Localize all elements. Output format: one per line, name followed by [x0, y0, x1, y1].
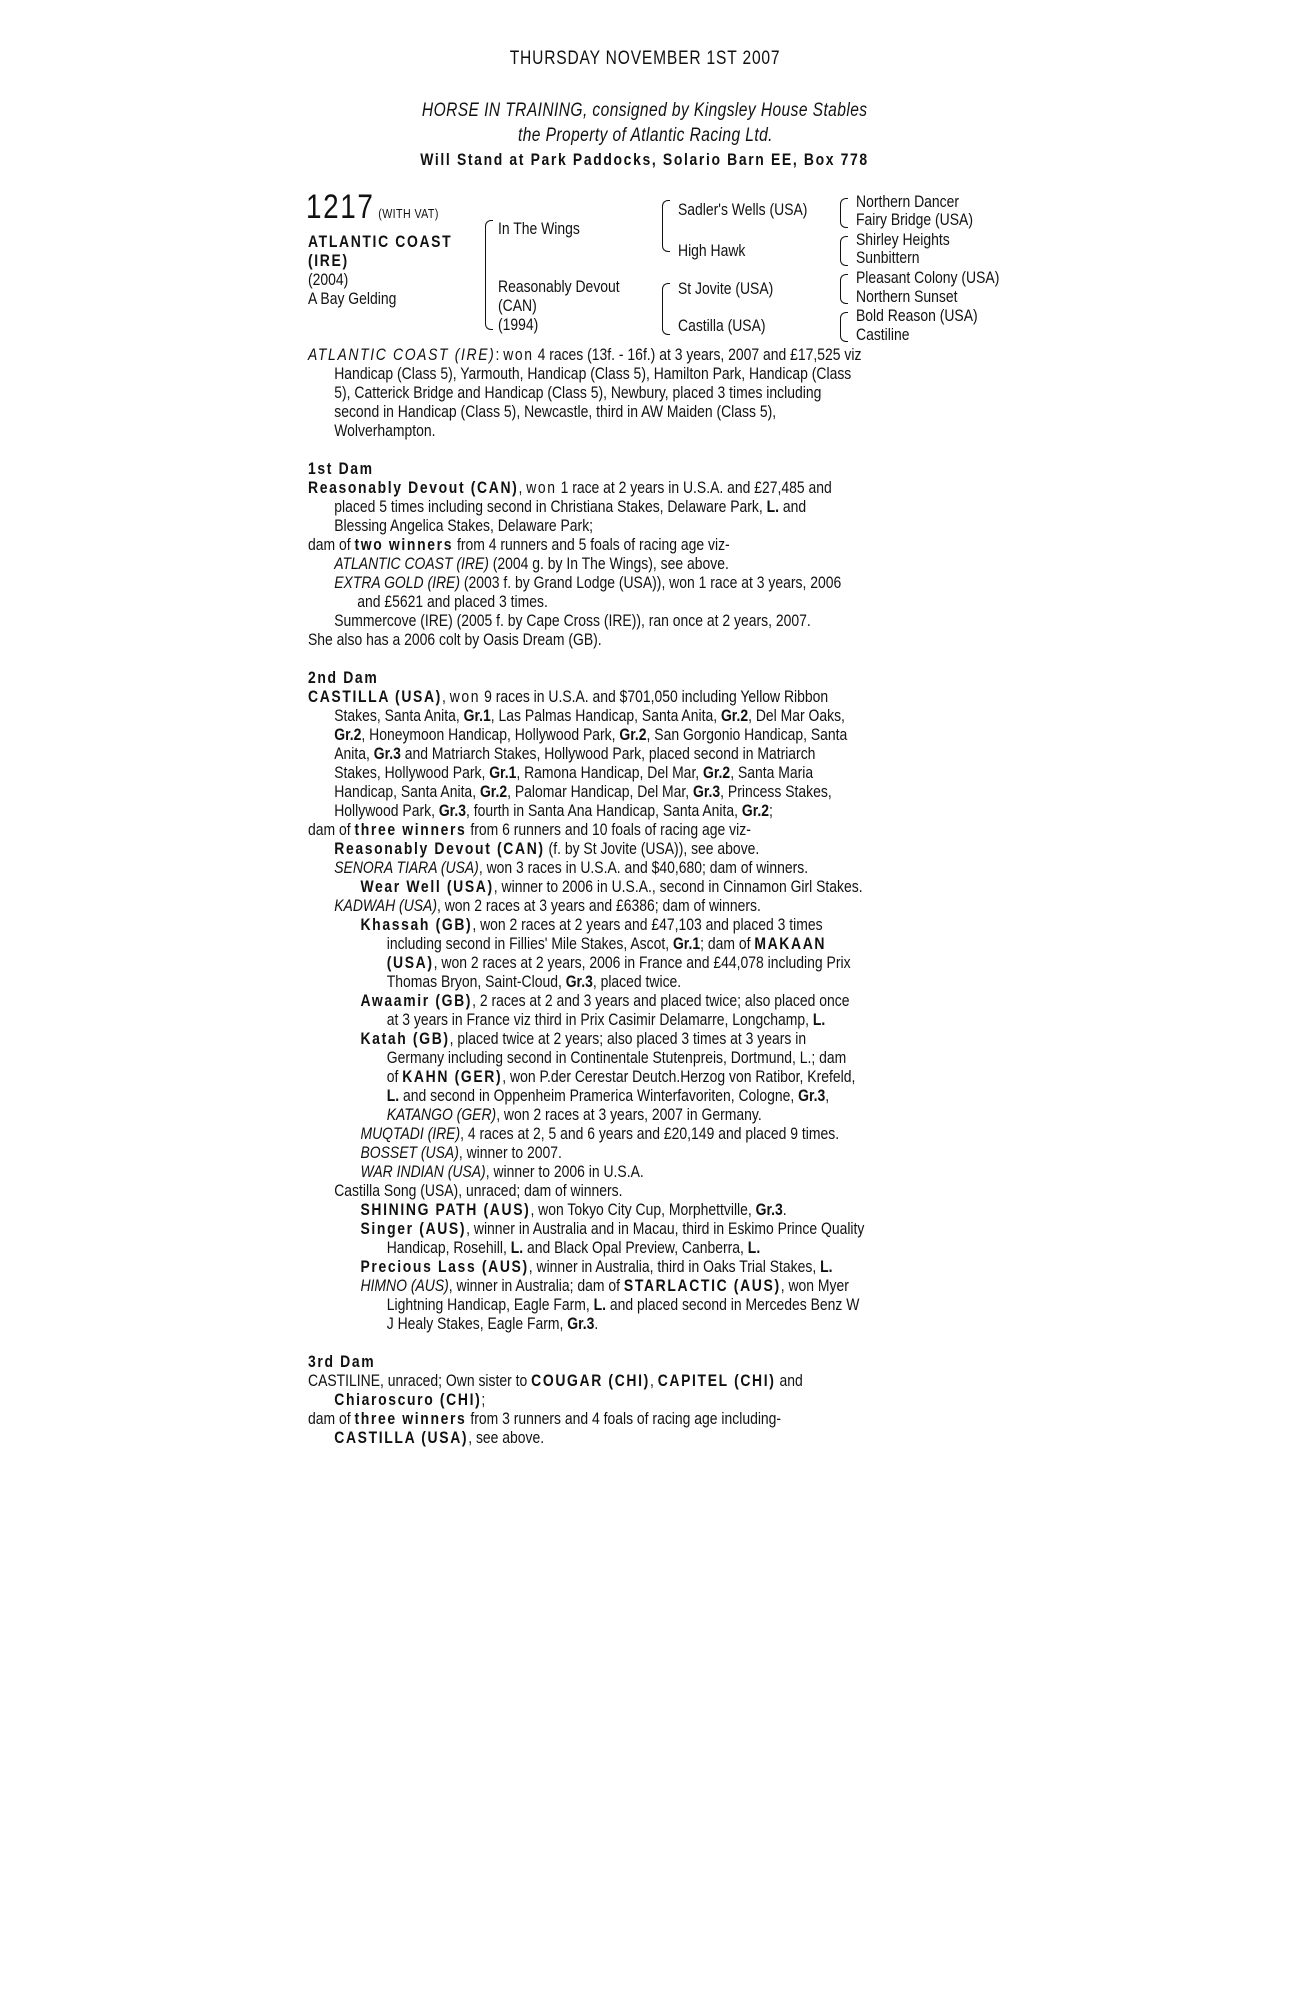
text-fragment: , [825, 1086, 830, 1105]
text-fragment: and [775, 1371, 803, 1390]
text-fragment: , Princess Stakes, [720, 782, 832, 801]
text-fragment: dam of [308, 820, 355, 839]
grade-label: Gr.2 [703, 763, 731, 782]
won-label: won [526, 478, 557, 497]
pedigree-ddd: Castiline [856, 325, 910, 344]
property-line [0, 125, 1290, 147]
progeny-name: HIMNO (AUS) [360, 1276, 449, 1295]
grade-label: L. [386, 1086, 400, 1105]
stand-location-text: Will Stand at Park Paddocks, Solario Barn EE, Box 778 [420, 150, 870, 169]
dam-line [308, 801, 931, 820]
dam-line [308, 972, 931, 991]
dam-line [308, 1371, 931, 1390]
text-fragment: (2003 f. by Grand Lodge (USA)), won 1 race at 3 years, 2006 [459, 573, 842, 592]
record-line: second in Handicap (Class 5), Newcastle, third in AW Maiden (Class 5), [334, 402, 777, 421]
text-fragment: , Ramona Handicap, Del Mar, [516, 763, 704, 782]
text-fragment: 1 race at 2 years in U.S.A. and £27,485 and [556, 478, 832, 497]
text-fragment: 9 races in U.S.A. and $701,050 including Yellow Ribbon [480, 687, 829, 706]
progeny-name: BOSSET (USA) [360, 1143, 459, 1162]
text-fragment: (2004 g. by In The Wings), see above. [488, 554, 729, 573]
text-fragment: , Las Palmas Handicap, Santa Anita, [490, 706, 721, 725]
dam-line [308, 1238, 931, 1257]
section-heading: 3rd Dam [308, 1352, 376, 1371]
text-fragment: , winner to 2006 in U.S.A. [485, 1162, 644, 1181]
won-label: won [503, 345, 534, 364]
text-fragment: (f. by St Jovite (USA)), see above. [544, 839, 760, 858]
grade-label: Gr.2 [741, 801, 770, 820]
dam-name: Reasonably Devout (CAN) [308, 478, 519, 497]
record-line: Handicap (Class 5), Yarmouth, Handicap (Class 5), Hamilton Park, Handicap (Class [334, 364, 852, 383]
text-fragment: from 3 runners and 4 foals of racing age including- [466, 1409, 782, 1428]
text-fragment: Stakes, Hollywood Park, [334, 763, 490, 782]
winners-count: three winners [354, 1409, 467, 1428]
grade-label: Gr.2 [334, 725, 362, 744]
pedigree-dam-sire: St Jovite (USA) [678, 279, 774, 298]
dam-name: CASTILLA (USA) [308, 687, 442, 706]
dam-line [308, 1067, 931, 1086]
progeny-name: CASTILLA (USA) [334, 1428, 469, 1447]
second-dam-section [308, 668, 931, 1333]
spacer [308, 1333, 931, 1352]
text-fragment: ; [481, 1390, 486, 1409]
pedigree-sire-dam: High Hawk [678, 241, 746, 260]
grade-label: Gr.2 [720, 706, 749, 725]
pedigree-brace-3b [840, 236, 848, 266]
progeny-name: Precious Lass (AUS) [360, 1257, 529, 1276]
grade-label: L. [747, 1238, 761, 1257]
text-fragment: . [782, 1200, 787, 1219]
text-fragment: , won Tokyo City Cup, Morphettville, [530, 1200, 756, 1219]
dam-line: Germany including second in Continentale Stutenpreis, Dortmund, L.; dam [386, 1048, 847, 1067]
text-fragment: , winner in Australia and in Macau, third in Eskimo Prince Quality [466, 1219, 865, 1238]
dam-line [308, 877, 931, 896]
text-fragment: , [518, 478, 527, 497]
dam-line [308, 782, 931, 801]
pedigree-dam-country: (CAN) [498, 296, 537, 315]
dam-line [308, 820, 931, 839]
dam-line [308, 1257, 931, 1276]
text-fragment: and second in Oppenheim Pramerica Winterfavoriten, Cologne, [399, 1086, 799, 1105]
dam-line [308, 915, 931, 934]
catalogue-text [308, 345, 931, 1447]
dam-line [308, 1276, 931, 1295]
record-line: 5), Catterick Bridge and Handicap (Class 5), Newbury, placed 3 times including [334, 383, 822, 402]
text-fragment: and Black Opal Preview, Canberra, [523, 1238, 748, 1257]
dam-line [308, 1390, 931, 1409]
text-fragment: and placed second in Mercedes Benz W [606, 1295, 860, 1314]
progeny-name: KATANGO (GER) [386, 1105, 497, 1124]
pedigree-sss: Northern Dancer [856, 192, 960, 211]
dam-line [308, 991, 931, 1010]
winners-count: three winners [354, 820, 467, 839]
pedigree-brace-1 [485, 220, 493, 330]
text-fragment: , winner in Australia; dam of [448, 1276, 624, 1295]
text-fragment: J Healy Stakes, Eagle Farm, [386, 1314, 568, 1333]
dam-line [308, 1219, 931, 1238]
text-fragment: placed 5 times including second in Christiana Stakes, Delaware Park, [334, 497, 767, 516]
text-fragment: , [649, 1371, 658, 1390]
first-dam-section [308, 459, 931, 649]
dam-line: Blessing Angelica Stakes, Delaware Park; [334, 516, 594, 535]
grade-label: Gr.3 [755, 1200, 783, 1219]
grade-label: Gr.1 [672, 934, 701, 953]
grade-label: Gr.3 [565, 972, 593, 991]
grade-label: L. [593, 1295, 607, 1314]
progeny-name: Wear Well (USA) [360, 877, 494, 896]
pedigree-sire-sire: Sadler's Wells (USA) [678, 200, 808, 219]
grade-label: Gr.3 [373, 744, 401, 763]
dam-line [308, 1086, 931, 1105]
text-fragment: , [441, 687, 450, 706]
grade-label: Gr.2 [619, 725, 647, 744]
progeny-name: Reasonably Devout (CAN) [334, 839, 545, 858]
text-fragment: , won 2 races at 3 years, 2007 in Germany. [496, 1105, 762, 1124]
progeny-name: Awaamir (GB) [360, 991, 473, 1010]
dam-line [308, 1143, 931, 1162]
sale-date [0, 48, 1290, 70]
sale-date-text: THURSDAY NOVEMBER 1ST 2007 [509, 48, 781, 69]
text-fragment: , Santa Maria [730, 763, 814, 782]
text-fragment: , fourth in Santa Ana Handicap, Santa Anita, [465, 801, 742, 820]
pedigree-dds: Bold Reason (USA) [856, 306, 978, 325]
pedigree-brace-2a [662, 200, 670, 252]
progeny-name: MUQTADI (IRE) [360, 1124, 461, 1143]
dam-line: Summercove (IRE) (2005 f. by Cape Cross (IRE)), ran once at 2 years, 2007. [334, 611, 811, 630]
won-label: won [449, 687, 481, 706]
text-fragment: , won 2 races at 2 years and £47,103 and placed 3 times [472, 915, 823, 934]
dam-line [308, 1295, 931, 1314]
horse-name: ATLANTIC COAST [308, 232, 453, 251]
grade-label: Gr.1 [489, 763, 517, 782]
progeny-name: MAKAAN [754, 934, 827, 953]
dam-line [308, 1162, 931, 1181]
text-fragment: from 6 runners and 10 foals of racing age viz- [466, 820, 751, 839]
pedigree-dsd: Northern Sunset [856, 287, 958, 306]
spacer [308, 440, 931, 459]
dam-line [308, 706, 931, 725]
dam-line [308, 535, 931, 554]
text-fragment: dam of [308, 1409, 355, 1428]
progeny-name: Khassah (GB) [360, 915, 473, 934]
text-fragment: , Palomar Handicap, Del Mar, [507, 782, 694, 801]
section-heading: 1st Dam [308, 459, 374, 478]
dam-line [308, 934, 931, 953]
text-fragment: , Del Mar Oaks, [748, 706, 845, 725]
text-fragment: at 3 years in France viz third in Prix Casimir Delamarre, Longchamp, [386, 1010, 813, 1029]
race-record [308, 345, 931, 440]
third-dam-section [308, 1352, 931, 1447]
text-fragment: , see above. [468, 1428, 545, 1447]
pedigree-ssd: Fairy Bridge (USA) [856, 210, 973, 229]
dam-line [308, 1428, 931, 1447]
text-fragment: dam of [308, 535, 355, 554]
grade-label: L. [766, 497, 779, 516]
progeny-name: KADWAH (USA) [334, 896, 437, 915]
text-fragment: , won Myer [780, 1276, 849, 1295]
vat-note: (WITH VAT) [378, 206, 439, 221]
grade-label: L. [820, 1257, 833, 1276]
progeny-name: COUGAR (CHI) [531, 1371, 650, 1390]
text-fragment: Hollywood Park, [334, 801, 439, 820]
progeny-name: WAR INDIAN (USA) [360, 1162, 486, 1181]
text-fragment: : [495, 345, 504, 364]
spacer [308, 649, 931, 668]
dam-line [308, 839, 931, 858]
dam-line [308, 687, 931, 706]
grade-label: Gr.2 [479, 782, 508, 801]
dam-line [308, 1200, 931, 1219]
progeny-name: Chiaroscuro (CHI) [334, 1390, 482, 1409]
consignor-line [0, 100, 1290, 122]
dam-line [308, 953, 931, 972]
pedigree-dam-year: (1994) [498, 315, 539, 334]
dam-line [308, 1105, 931, 1124]
horse-year: (2004) [308, 270, 349, 289]
text-fragment: CASTILINE, unraced; Own sister to [308, 1371, 532, 1390]
text-fragment: , won P.der Cerestar Deutch.Herzog von Ratibor, Krefeld, [502, 1067, 856, 1086]
dam-line [308, 478, 931, 497]
dam-line [308, 763, 931, 782]
horse-name-italic: ATLANTIC COAST (IRE) [308, 345, 496, 364]
text-fragment: , won 3 races in U.S.A. and $40,680; dam of winners. [478, 858, 809, 877]
pedigree-dam-name: Reasonably Devout [498, 277, 620, 296]
dam-line [308, 554, 931, 573]
dam-line [308, 1314, 931, 1333]
pedigree-brace-2b [662, 283, 670, 335]
text-fragment: from 4 runners and 5 foals of racing age viz- [453, 535, 730, 554]
grade-label: Gr.3 [438, 801, 466, 820]
progeny-name: SHINING PATH (AUS) [360, 1200, 531, 1219]
text-fragment: , won 2 races at 2 years, 2006 in France and £44,078 including Prix [433, 953, 851, 972]
progeny-name: STARLACTIC (AUS) [623, 1276, 781, 1295]
grade-label: L. [812, 1010, 826, 1029]
pedigree-dss: Pleasant Colony (USA) [856, 268, 1000, 287]
progeny-name: KAHN (GER) [402, 1067, 503, 1086]
text-fragment: , San Gorgonio Handicap, Santa [646, 725, 848, 744]
progeny-name: Singer (AUS) [360, 1219, 467, 1238]
pedigree-brace-3d [840, 312, 848, 342]
dam-line [308, 725, 931, 744]
text-fragment: ; [769, 801, 773, 820]
grade-label: Gr.1 [463, 706, 491, 725]
text-fragment: . [594, 1314, 599, 1333]
text-fragment: Handicap, Santa Anita, [334, 782, 480, 801]
dam-line [308, 1010, 931, 1029]
text-fragment: , placed twice. [592, 972, 682, 991]
winners-count: two winners [354, 535, 454, 554]
section-heading: 2nd Dam [308, 668, 379, 687]
pedigree-sire: In The Wings [498, 219, 580, 238]
text-fragment: Lightning Handicap, Eagle Farm, [386, 1295, 594, 1314]
pedigree-brace-3a [840, 198, 848, 228]
grade-label: Gr.3 [798, 1086, 826, 1105]
text-fragment: 4 races (13f. - 16f.) at 3 years, 2007 and £17,525 viz [533, 345, 862, 364]
lot-number: 1217 [306, 188, 375, 226]
pedigree-sds: Shirley Heights [856, 230, 950, 249]
text-fragment: , placed twice at 2 years; also placed 3 times at 3 years in [449, 1029, 807, 1048]
dam-line [308, 896, 931, 915]
text-fragment: of [386, 1067, 403, 1086]
pedigree-brace-3c [840, 274, 848, 304]
text-fragment: , won 2 races at 3 years and £6386; dam of winners. [436, 896, 761, 915]
progeny-name: CAPITEL (CHI) [657, 1371, 776, 1390]
record-line [308, 345, 931, 364]
text-fragment: , 2 races at 2 and 3 years and placed twice; also placed once [472, 991, 850, 1010]
pedigree-sdd: Sunbittern [856, 248, 920, 267]
progeny-name: (USA) [386, 953, 434, 972]
dam-line [308, 1124, 931, 1143]
dam-line: Castilla Song (USA), unraced; dam of winners. [334, 1181, 623, 1200]
text-fragment: , winner to 2007. [458, 1143, 562, 1162]
progeny-name: SENORA TIARA (USA) [334, 858, 479, 877]
grade-label: Gr.3 [693, 782, 721, 801]
pedigree-dam-dam: Castilla (USA) [678, 316, 766, 335]
dam-line [308, 858, 931, 877]
text-fragment: Thomas Bryon, Saint-Cloud, [386, 972, 566, 991]
dam-line [308, 1029, 931, 1048]
progeny-name: EXTRA GOLD (IRE) [334, 573, 460, 592]
text-fragment: including second in Fillies' Mile Stakes, Ascot, [386, 934, 673, 953]
horse-description: A Bay Gelding [308, 289, 397, 308]
dam-line [308, 1409, 931, 1428]
text-fragment: , winner to 2006 in U.S.A., second in Cinnamon Girl Stakes. [493, 877, 863, 896]
grade-label: L. [510, 1238, 524, 1257]
text-fragment: Stakes, Santa Anita, [334, 706, 464, 725]
text-fragment: Anita, [334, 744, 374, 763]
progeny-name: ATLANTIC COAST (IRE) [334, 554, 489, 573]
dam-line [308, 573, 931, 592]
dam-line: She also has a 2006 colt by Oasis Dream (GB). [308, 630, 602, 649]
text-fragment: and [778, 497, 807, 516]
consignor-line-text: HORSE IN TRAINING, consigned by Kingsley House Stables [422, 100, 868, 121]
text-fragment: ; dam of [700, 934, 755, 953]
dam-line [308, 497, 931, 516]
grade-label: Gr.3 [567, 1314, 595, 1333]
property-line-text: the Property of Atlantic Racing Ltd. [517, 125, 773, 146]
horse-country: (IRE) [308, 251, 349, 270]
dam-line: and £5621 and placed 3 times. [357, 592, 548, 611]
text-fragment: Handicap, Rosehill, [386, 1238, 511, 1257]
stand-location [0, 150, 1290, 170]
text-fragment: and Matriarch Stakes, Hollywood Park, placed second in Matriarch [400, 744, 816, 763]
text-fragment: , winner in Australia, third in Oaks Trial Stakes, [528, 1257, 821, 1276]
text-fragment: , 4 races at 2, 5 and 6 years and £20,149 and placed 9 times. [460, 1124, 840, 1143]
dam-line [308, 744, 931, 763]
record-line: Wolverhampton. [334, 421, 436, 440]
lot-number-block [306, 188, 439, 227]
progeny-name: Katah (GB) [360, 1029, 450, 1048]
text-fragment: , Honeymoon Handicap, Hollywood Park, [361, 725, 620, 744]
